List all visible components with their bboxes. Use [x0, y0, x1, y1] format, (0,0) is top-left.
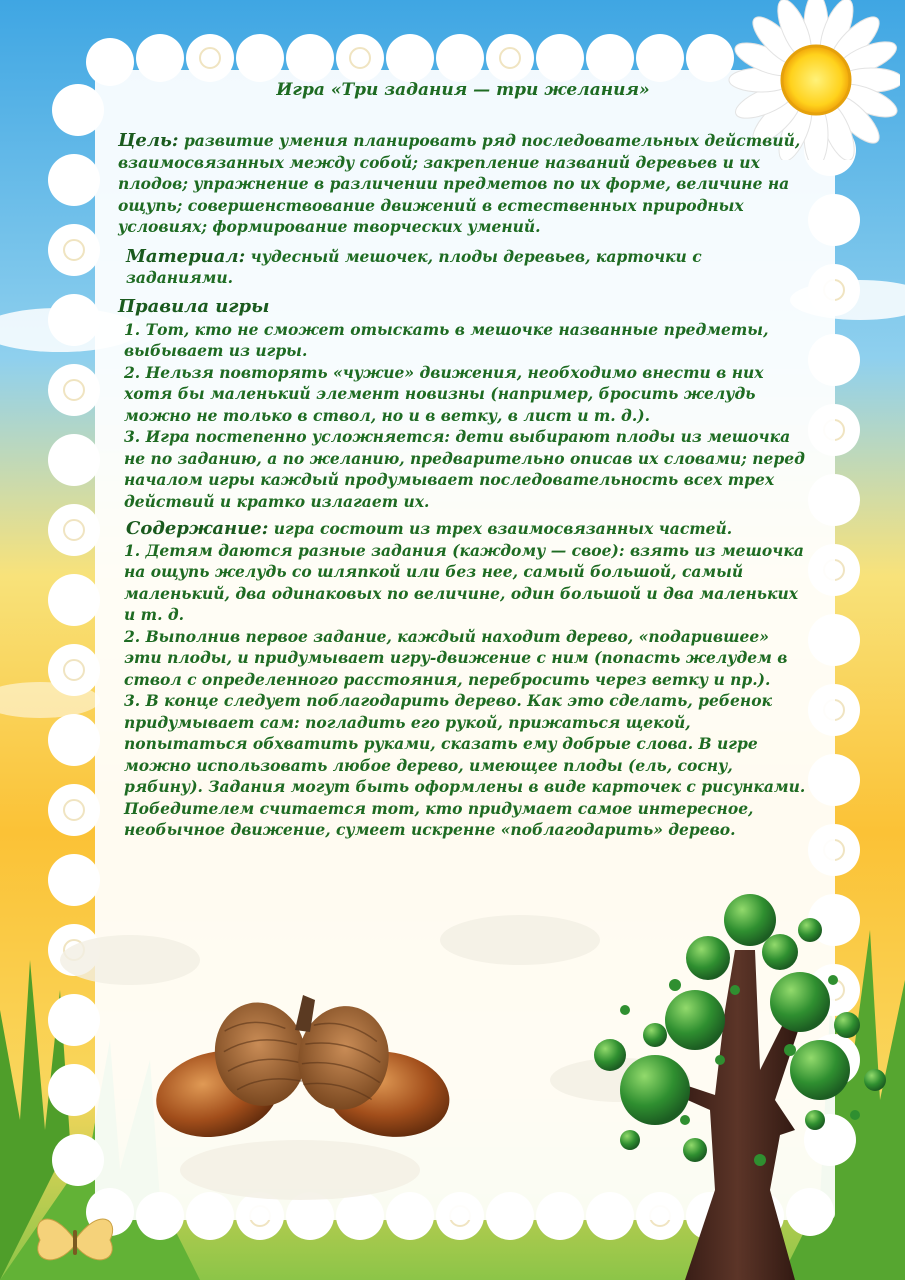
material-label: Материал: — [126, 245, 246, 267]
tree-icon — [585, 890, 905, 1280]
rules-heading: Правила игры — [118, 295, 270, 317]
goal-label: Цель: — [118, 130, 179, 151]
content-paragraph — [118, 518, 808, 540]
butterfly-icon — [30, 1205, 120, 1275]
content-item-2: 2. Выполнив первое задание, каждый находит дерево, «подарившее» эти плоды, и придумывает игру-движение с ним (попасть желудем в ствол с определенного расстояния, перебросить через ветку и пр.). — [124, 626, 788, 689]
goal-text: развитие умения планировать ряд последовательных действий, взаимосвязанных между собой; закрепление названий деревьев и их плодов; упражнение в различении предметов по их форме, величине на ощупь; совершенствование движений в естественных природных условиях; формирование творческих умений. — [118, 131, 801, 236]
rule-item-2: 2. Нельзя повторять «чужие» движения, необходимо внести в них хотя бы маленький элемент новизны (например, бросить желудь можно не только в ствол, но и в ветку, в лист и т. д.). — [124, 362, 764, 425]
content-item-3: 3. В конце следует поблагодарить дерево. Как это сделать, ребенок придумывает сам: погладить его рукой, прижаться щекой, попытаться обхватить руками, сказать ему добрые слова. В игре можно использовать любое дерево, имеющее плоды (ель, сосну, рябину). Задания могут быть оформлены в виде карточек с рисунками. Победителем считается тот, кто придумает самое интересное, необычное движение, сумеет искренне «поблагодарить» дерево. — [124, 691, 806, 839]
content-item-1: 1. Детям даются разные задания (каждому — свое): взять из мешочка на ощупь желудь со шляпкой или без нее, самый большой, самый маленький, два одинаковых по величине, один большой и два маленьких и т. д. — [124, 540, 804, 624]
material-paragraph — [118, 246, 808, 289]
rule-item-1: 1. Тот, кто не сможет отыскать в мешочке названные предметы, выбывает из игры. — [124, 319, 769, 360]
document-body — [118, 80, 808, 841]
rule-item-3: 3. Игра постепенно усложняется: дети выбирают плоды из мешочка не по заданию, а по желанию, предварительно описав их словами; перед началом игры каждый продумывает последовательность всех трех действий и кратко излагает их. — [124, 427, 805, 511]
goal-paragraph — [118, 130, 808, 238]
content-label: Содержание: — [126, 518, 269, 539]
acorn-icon — [145, 990, 460, 1140]
content-text: игра состоит из трех взаимосвязанных частей. — [273, 519, 733, 538]
material-text: чудесный мешочек, плоды деревьев, карточки с заданиями. — [126, 246, 702, 287]
page-title: Игра «Три задания — три желания» — [276, 80, 650, 100]
